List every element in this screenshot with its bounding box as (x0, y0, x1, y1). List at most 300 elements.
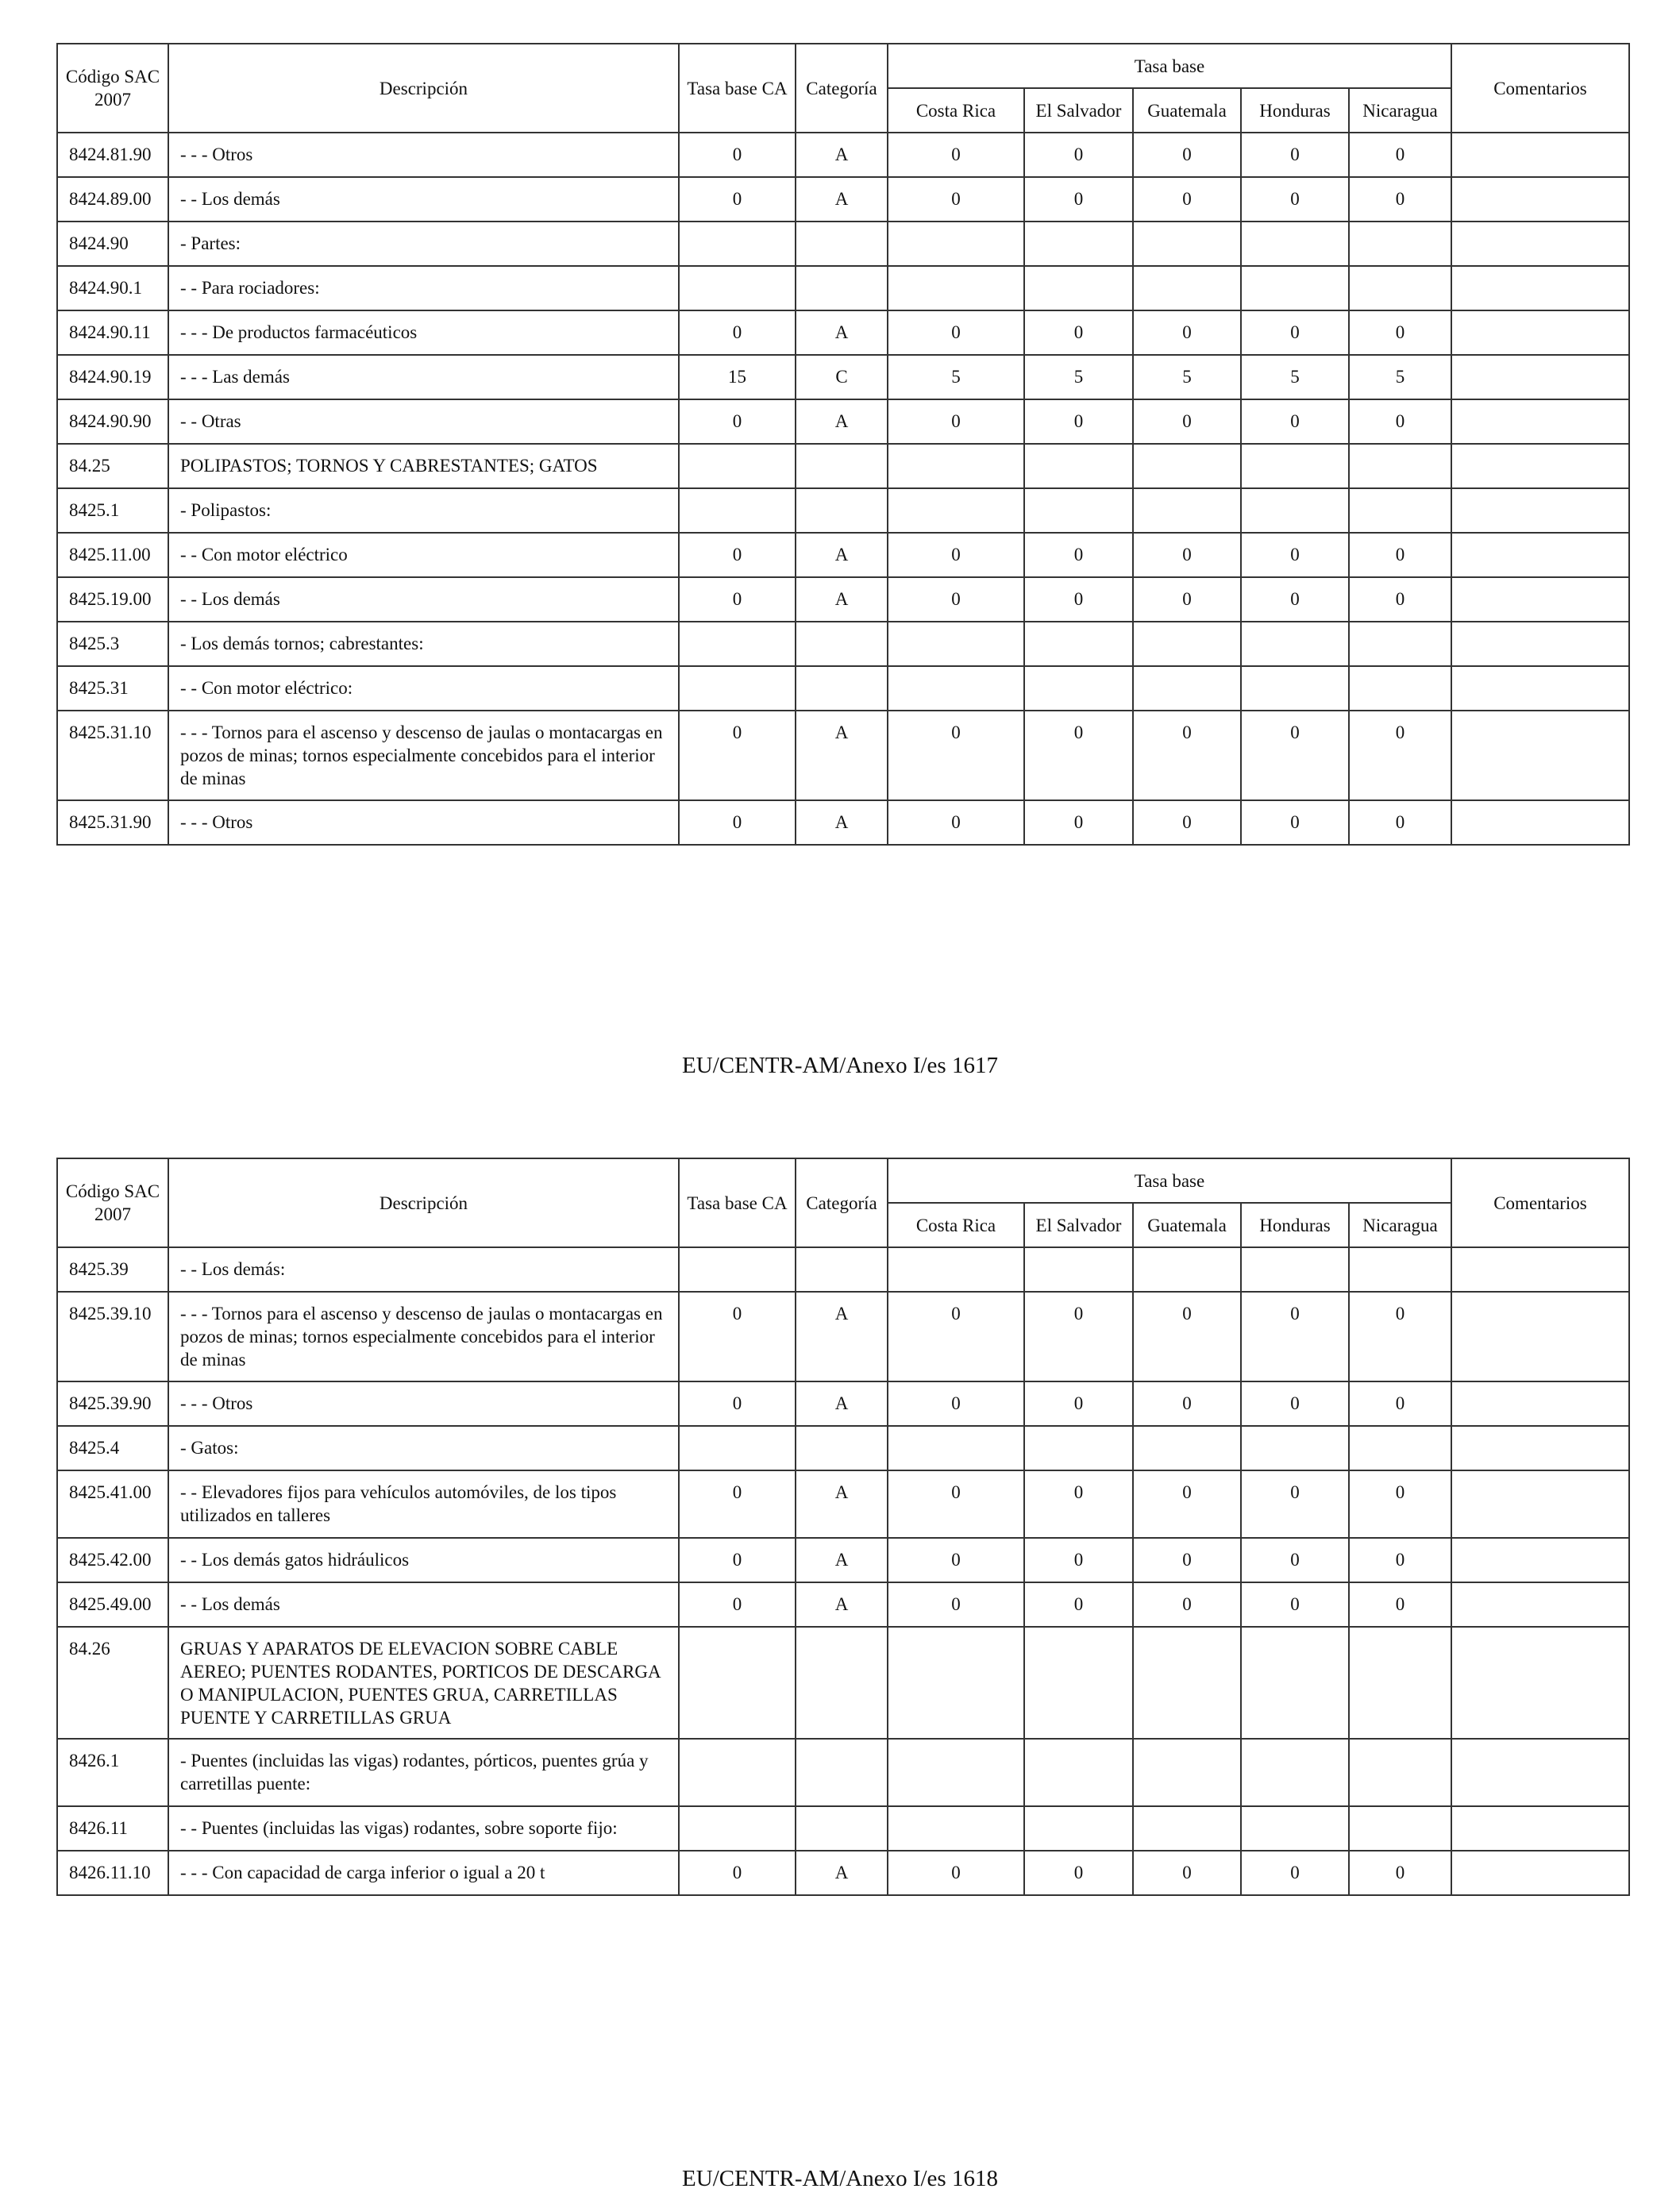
cell-categoria: A (796, 1582, 888, 1627)
cell-categoria (796, 1627, 888, 1739)
cell-guatemala (1133, 488, 1241, 533)
cell-codigo: 8426.1 (57, 1739, 168, 1806)
cell-nicaragua: 0 (1349, 133, 1451, 177)
cell-descripcion: - - Los demás (168, 577, 679, 622)
cell-tasa-base-ca (679, 488, 796, 533)
table-row (57, 1381, 1629, 1426)
cell-comentarios (1451, 577, 1629, 622)
cell-el-salvador (1024, 1426, 1133, 1470)
cell-costa-rica: 0 (888, 133, 1024, 177)
cell-tasa-base-ca: 0 (679, 1381, 796, 1426)
cell-guatemala: 0 (1133, 533, 1241, 577)
cell-comentarios (1451, 622, 1629, 666)
cell-costa-rica: 0 (888, 577, 1024, 622)
cell-comentarios (1451, 310, 1629, 355)
cell-comentarios (1451, 222, 1629, 266)
header-codigo: Código SAC 2007 (57, 44, 168, 133)
table-row (57, 266, 1629, 310)
cell-costa-rica: 0 (888, 1292, 1024, 1381)
cell-comentarios (1451, 444, 1629, 488)
cell-el-salvador: 0 (1024, 533, 1133, 577)
cell-nicaragua (1349, 666, 1451, 711)
cell-guatemala (1133, 444, 1241, 488)
cell-honduras (1241, 444, 1349, 488)
cell-codigo: 8424.90 (57, 222, 168, 266)
cell-guatemala (1133, 1247, 1241, 1292)
cell-guatemala: 0 (1133, 1470, 1241, 1538)
table-body (57, 133, 1629, 845)
cell-codigo: 8425.31 (57, 666, 168, 711)
cell-el-salvador: 0 (1024, 1582, 1133, 1627)
table-row (57, 1851, 1629, 1895)
cell-tasa-base-ca: 0 (679, 399, 796, 444)
tariff-table-page-1617 (56, 43, 1630, 846)
cell-categoria: A (796, 1292, 888, 1381)
header-nicaragua: Nicaragua (1349, 88, 1451, 133)
cell-descripcion: - - - Tornos para el ascenso y descenso de jaulas o montacargas en pozos de minas; tornos especialmente concebidos para el interior de minas (168, 1292, 679, 1381)
cell-codigo: 84.25 (57, 444, 168, 488)
cell-categoria: A (796, 177, 888, 222)
header-comentarios: Comentarios (1451, 1158, 1629, 1247)
cell-codigo: 8426.11.10 (57, 1851, 168, 1895)
cell-comentarios (1451, 800, 1629, 845)
header-comentarios: Comentarios (1451, 44, 1629, 133)
cell-el-salvador: 0 (1024, 711, 1133, 800)
cell-honduras: 0 (1241, 1582, 1349, 1627)
cell-descripcion: - - Otras (168, 399, 679, 444)
cell-costa-rica: 0 (888, 1582, 1024, 1627)
cell-categoria: A (796, 533, 888, 577)
cell-descripcion: - - Para rociadores: (168, 266, 679, 310)
cell-honduras: 0 (1241, 310, 1349, 355)
cell-comentarios (1451, 1627, 1629, 1739)
table-row (57, 1627, 1629, 1739)
cell-descripcion: - - Con motor eléctrico (168, 533, 679, 577)
cell-categoria: A (796, 310, 888, 355)
cell-comentarios (1451, 266, 1629, 310)
cell-costa-rica: 0 (888, 1470, 1024, 1538)
cell-el-salvador: 0 (1024, 1538, 1133, 1582)
cell-el-salvador: 0 (1024, 1470, 1133, 1538)
cell-codigo: 8424.90.90 (57, 399, 168, 444)
cell-categoria (796, 1426, 888, 1470)
cell-honduras: 0 (1241, 1538, 1349, 1582)
cell-honduras (1241, 622, 1349, 666)
cell-guatemala: 0 (1133, 399, 1241, 444)
cell-categoria (796, 488, 888, 533)
cell-tasa-base-ca: 15 (679, 355, 796, 399)
header-tasa-base: Tasa base (888, 44, 1451, 88)
cell-descripcion: - - Puentes (incluidas las vigas) rodantes, sobre soporte fijo: (168, 1806, 679, 1851)
cell-comentarios (1451, 488, 1629, 533)
header-categoria: Categoría (796, 44, 888, 133)
cell-categoria (796, 1247, 888, 1292)
cell-categoria (796, 622, 888, 666)
cell-el-salvador: 0 (1024, 800, 1133, 845)
cell-categoria: A (796, 577, 888, 622)
cell-nicaragua: 0 (1349, 1851, 1451, 1895)
header-tasa-base: Tasa base (888, 1158, 1451, 1203)
cell-guatemala: 0 (1133, 800, 1241, 845)
cell-descripcion: - - - Otros (168, 133, 679, 177)
header-costa-rica: Costa Rica (888, 1203, 1024, 1247)
cell-tasa-base-ca: 0 (679, 800, 796, 845)
cell-costa-rica: 5 (888, 355, 1024, 399)
cell-costa-rica (888, 666, 1024, 711)
cell-costa-rica: 0 (888, 711, 1024, 800)
cell-costa-rica: 0 (888, 1381, 1024, 1426)
cell-guatemala: 0 (1133, 1582, 1241, 1627)
cell-descripcion: - - Los demás (168, 1582, 679, 1627)
cell-honduras: 0 (1241, 533, 1349, 577)
cell-el-salvador (1024, 444, 1133, 488)
header-tasa-base-ca: Tasa base CA (679, 1158, 796, 1247)
cell-honduras: 0 (1241, 1292, 1349, 1381)
cell-nicaragua (1349, 1627, 1451, 1739)
cell-nicaragua (1349, 1247, 1451, 1292)
cell-tasa-base-ca (679, 266, 796, 310)
cell-categoria: A (796, 1470, 888, 1538)
cell-descripcion: - - Los demás: (168, 1247, 679, 1292)
cell-tasa-base-ca: 0 (679, 133, 796, 177)
cell-honduras (1241, 266, 1349, 310)
cell-comentarios (1451, 711, 1629, 800)
cell-comentarios (1451, 355, 1629, 399)
cell-descripcion: - - - Tornos para el ascenso y descenso de jaulas o montacargas en pozos de minas; tornos especialmente concebidos para el interior de minas (168, 711, 679, 800)
cell-honduras (1241, 666, 1349, 711)
cell-honduras (1241, 1426, 1349, 1470)
table-row (57, 800, 1629, 845)
cell-costa-rica: 0 (888, 1851, 1024, 1895)
cell-codigo: 8425.42.00 (57, 1538, 168, 1582)
cell-codigo: 8425.4 (57, 1426, 168, 1470)
cell-tasa-base-ca (679, 1426, 796, 1470)
cell-descripcion: GRUAS Y APARATOS DE ELEVACION SOBRE CABLE AEREO; PUENTES RODANTES, PORTICOS DE DESCARGA O MANIPULACION, PUENTES GRUA, CARRETILLAS PUENTE Y CARRETILLAS GRUA (168, 1627, 679, 1739)
cell-descripcion: - - Los demás (168, 177, 679, 222)
cell-guatemala (1133, 1739, 1241, 1806)
cell-comentarios (1451, 1538, 1629, 1582)
cell-nicaragua: 0 (1349, 577, 1451, 622)
cell-comentarios (1451, 133, 1629, 177)
cell-tasa-base-ca: 0 (679, 533, 796, 577)
cell-guatemala: 0 (1133, 577, 1241, 622)
cell-costa-rica (888, 1247, 1024, 1292)
cell-el-salvador: 0 (1024, 310, 1133, 355)
cell-guatemala: 0 (1133, 177, 1241, 222)
cell-nicaragua: 0 (1349, 1538, 1451, 1582)
cell-honduras: 0 (1241, 1470, 1349, 1538)
cell-descripcion: - - Elevadores fijos para vehículos automóviles, de los tipos utilizados en talleres (168, 1470, 679, 1538)
cell-nicaragua (1349, 622, 1451, 666)
header-categoria: Categoría (796, 1158, 888, 1247)
cell-descripcion: - Polipastos: (168, 488, 679, 533)
cell-descripcion: - Los demás tornos; cabrestantes: (168, 622, 679, 666)
cell-categoria (796, 1806, 888, 1851)
cell-codigo: 8425.49.00 (57, 1582, 168, 1627)
cell-tasa-base-ca (679, 1627, 796, 1739)
table-row (57, 1247, 1629, 1292)
cell-categoria: A (796, 1538, 888, 1582)
header-guatemala: Guatemala (1133, 1203, 1241, 1247)
cell-codigo: 8424.90.19 (57, 355, 168, 399)
table-row (57, 310, 1629, 355)
table-row (57, 177, 1629, 222)
cell-honduras (1241, 1739, 1349, 1806)
cell-tasa-base-ca (679, 1806, 796, 1851)
cell-honduras (1241, 1247, 1349, 1292)
table-row (57, 355, 1629, 399)
cell-tasa-base-ca (679, 1247, 796, 1292)
table-row (57, 1470, 1629, 1538)
cell-codigo: 8426.11 (57, 1806, 168, 1851)
cell-el-salvador (1024, 1247, 1133, 1292)
cell-codigo: 8425.31.10 (57, 711, 168, 800)
header-guatemala: Guatemala (1133, 88, 1241, 133)
cell-categoria (796, 666, 888, 711)
header-descripcion: Descripción (168, 44, 679, 133)
cell-el-salvador: 0 (1024, 1851, 1133, 1895)
header-descripcion: Descripción (168, 1158, 679, 1247)
cell-honduras (1241, 1627, 1349, 1739)
cell-nicaragua (1349, 1806, 1451, 1851)
cell-tasa-base-ca: 0 (679, 1470, 796, 1538)
cell-honduras: 0 (1241, 800, 1349, 845)
cell-nicaragua: 0 (1349, 1381, 1451, 1426)
cell-nicaragua: 0 (1349, 177, 1451, 222)
cell-costa-rica (888, 222, 1024, 266)
cell-el-salvador (1024, 1627, 1133, 1739)
cell-honduras: 0 (1241, 399, 1349, 444)
cell-guatemala: 0 (1133, 1292, 1241, 1381)
cell-guatemala: 0 (1133, 133, 1241, 177)
cell-guatemala: 0 (1133, 1381, 1241, 1426)
cell-el-salvador: 5 (1024, 355, 1133, 399)
cell-nicaragua: 0 (1349, 711, 1451, 800)
table-row (57, 533, 1629, 577)
header-honduras: Honduras (1241, 1203, 1349, 1247)
table-row (57, 222, 1629, 266)
table-row (57, 577, 1629, 622)
cell-el-salvador (1024, 266, 1133, 310)
cell-el-salvador: 0 (1024, 1292, 1133, 1381)
header-codigo: Código SAC 2007 (57, 1158, 168, 1247)
table-row (57, 488, 1629, 533)
cell-el-salvador (1024, 1739, 1133, 1806)
cell-comentarios (1451, 533, 1629, 577)
cell-tasa-base-ca: 0 (679, 1538, 796, 1582)
cell-guatemala: 5 (1133, 355, 1241, 399)
cell-honduras: 0 (1241, 133, 1349, 177)
cell-costa-rica: 0 (888, 399, 1024, 444)
cell-descripcion: - - - Otros (168, 1381, 679, 1426)
table-row (57, 1292, 1629, 1381)
header-nicaragua: Nicaragua (1349, 1203, 1451, 1247)
cell-guatemala (1133, 266, 1241, 310)
table-row (57, 622, 1629, 666)
cell-guatemala: 0 (1133, 1851, 1241, 1895)
cell-nicaragua (1349, 488, 1451, 533)
cell-honduras (1241, 488, 1349, 533)
cell-descripcion: - - Los demás gatos hidráulicos (168, 1538, 679, 1582)
cell-categoria (796, 1739, 888, 1806)
page-footer: EU/CENTR-AM/Anexo I/es 1617 (682, 1053, 998, 1078)
cell-guatemala (1133, 222, 1241, 266)
cell-honduras: 0 (1241, 177, 1349, 222)
cell-el-salvador (1024, 1806, 1133, 1851)
cell-codigo: 8425.3 (57, 622, 168, 666)
cell-el-salvador: 0 (1024, 577, 1133, 622)
tariff-table-page-1618 (56, 1158, 1630, 1896)
cell-el-salvador: 0 (1024, 399, 1133, 444)
header-el-salvador: El Salvador (1024, 88, 1133, 133)
cell-comentarios (1451, 1851, 1629, 1895)
cell-el-salvador: 0 (1024, 1381, 1133, 1426)
cell-costa-rica (888, 1806, 1024, 1851)
cell-categoria: A (796, 133, 888, 177)
cell-guatemala: 0 (1133, 1538, 1241, 1582)
cell-descripcion: - - Con motor eléctrico: (168, 666, 679, 711)
cell-comentarios (1451, 1292, 1629, 1381)
cell-costa-rica: 0 (888, 1538, 1024, 1582)
cell-costa-rica: 0 (888, 800, 1024, 845)
cell-nicaragua: 0 (1349, 1292, 1451, 1381)
cell-codigo: 8425.41.00 (57, 1470, 168, 1538)
cell-nicaragua (1349, 444, 1451, 488)
cell-categoria: A (796, 1851, 888, 1895)
cell-costa-rica (888, 1739, 1024, 1806)
cell-honduras (1241, 1806, 1349, 1851)
page-footer: EU/CENTR-AM/Anexo I/es 1618 (682, 2166, 998, 2191)
cell-guatemala (1133, 1806, 1241, 1851)
cell-categoria: A (796, 711, 888, 800)
cell-comentarios (1451, 1381, 1629, 1426)
cell-honduras: 0 (1241, 577, 1349, 622)
cell-honduras: 0 (1241, 711, 1349, 800)
cell-descripcion: - - - Las demás (168, 355, 679, 399)
cell-tasa-base-ca: 0 (679, 711, 796, 800)
cell-descripcion: - - - Otros (168, 800, 679, 845)
cell-descripcion: POLIPASTOS; TORNOS Y CABRESTANTES; GATOS (168, 444, 679, 488)
cell-honduras: 0 (1241, 1381, 1349, 1426)
cell-nicaragua: 0 (1349, 1582, 1451, 1627)
table-row (57, 1538, 1629, 1582)
cell-codigo: 8425.39.90 (57, 1381, 168, 1426)
cell-costa-rica (888, 1426, 1024, 1470)
cell-categoria: C (796, 355, 888, 399)
cell-el-salvador (1024, 488, 1133, 533)
table-row (57, 399, 1629, 444)
table-row (57, 1426, 1629, 1470)
cell-tasa-base-ca: 0 (679, 577, 796, 622)
cell-costa-rica (888, 488, 1024, 533)
cell-codigo: 8425.11.00 (57, 533, 168, 577)
cell-descripcion: - Partes: (168, 222, 679, 266)
cell-codigo: 8425.39 (57, 1247, 168, 1292)
cell-costa-rica (888, 444, 1024, 488)
cell-nicaragua: 0 (1349, 800, 1451, 845)
cell-guatemala (1133, 1426, 1241, 1470)
table-row (57, 666, 1629, 711)
header-el-salvador: El Salvador (1024, 1203, 1133, 1247)
cell-categoria: A (796, 1381, 888, 1426)
cell-descripcion: - Puentes (incluidas las vigas) rodantes, pórticos, puentes grúa y carretillas puente: (168, 1739, 679, 1806)
cell-nicaragua: 5 (1349, 355, 1451, 399)
cell-comentarios (1451, 1426, 1629, 1470)
cell-tasa-base-ca: 0 (679, 1851, 796, 1895)
cell-guatemala (1133, 666, 1241, 711)
cell-codigo: 8425.31.90 (57, 800, 168, 845)
cell-codigo: 8425.1 (57, 488, 168, 533)
table-body (57, 1247, 1629, 1895)
cell-guatemala (1133, 622, 1241, 666)
cell-codigo: 8425.19.00 (57, 577, 168, 622)
cell-nicaragua (1349, 222, 1451, 266)
cell-tasa-base-ca (679, 622, 796, 666)
cell-guatemala: 0 (1133, 711, 1241, 800)
header-tasa-base-ca: Tasa base CA (679, 44, 796, 133)
cell-codigo: 8424.90.11 (57, 310, 168, 355)
cell-comentarios (1451, 1806, 1629, 1851)
cell-guatemala: 0 (1133, 310, 1241, 355)
cell-tasa-base-ca (679, 666, 796, 711)
table-row (57, 133, 1629, 177)
cell-honduras: 5 (1241, 355, 1349, 399)
cell-el-salvador: 0 (1024, 177, 1133, 222)
cell-costa-rica (888, 1627, 1024, 1739)
cell-el-salvador (1024, 666, 1133, 711)
cell-tasa-base-ca (679, 222, 796, 266)
table-row (57, 1582, 1629, 1627)
cell-comentarios (1451, 1739, 1629, 1806)
cell-costa-rica: 0 (888, 310, 1024, 355)
cell-nicaragua (1349, 1426, 1451, 1470)
cell-categoria: A (796, 399, 888, 444)
cell-tasa-base-ca: 0 (679, 177, 796, 222)
cell-tasa-base-ca: 0 (679, 1582, 796, 1627)
cell-comentarios (1451, 1247, 1629, 1292)
cell-codigo: 84.26 (57, 1627, 168, 1739)
header-honduras: Honduras (1241, 88, 1349, 133)
cell-nicaragua: 0 (1349, 310, 1451, 355)
cell-nicaragua: 0 (1349, 1470, 1451, 1538)
header-costa-rica: Costa Rica (888, 88, 1024, 133)
table-row (57, 1739, 1629, 1806)
cell-guatemala (1133, 1627, 1241, 1739)
cell-nicaragua (1349, 266, 1451, 310)
cell-descripcion: - - - Con capacidad de carga inferior o igual a 20 t (168, 1851, 679, 1895)
cell-comentarios (1451, 1582, 1629, 1627)
cell-categoria (796, 266, 888, 310)
cell-costa-rica (888, 622, 1024, 666)
cell-nicaragua: 0 (1349, 399, 1451, 444)
cell-costa-rica: 0 (888, 533, 1024, 577)
cell-tasa-base-ca: 0 (679, 1292, 796, 1381)
cell-tasa-base-ca: 0 (679, 310, 796, 355)
cell-descripcion: - - - De productos farmacéuticos (168, 310, 679, 355)
cell-comentarios (1451, 177, 1629, 222)
cell-tasa-base-ca (679, 1739, 796, 1806)
cell-costa-rica (888, 266, 1024, 310)
table-row (57, 444, 1629, 488)
cell-comentarios (1451, 666, 1629, 711)
cell-el-salvador: 0 (1024, 133, 1133, 177)
cell-codigo: 8425.39.10 (57, 1292, 168, 1381)
cell-tasa-base-ca (679, 444, 796, 488)
cell-costa-rica: 0 (888, 177, 1024, 222)
cell-categoria (796, 444, 888, 488)
cell-categoria (796, 222, 888, 266)
cell-comentarios (1451, 399, 1629, 444)
